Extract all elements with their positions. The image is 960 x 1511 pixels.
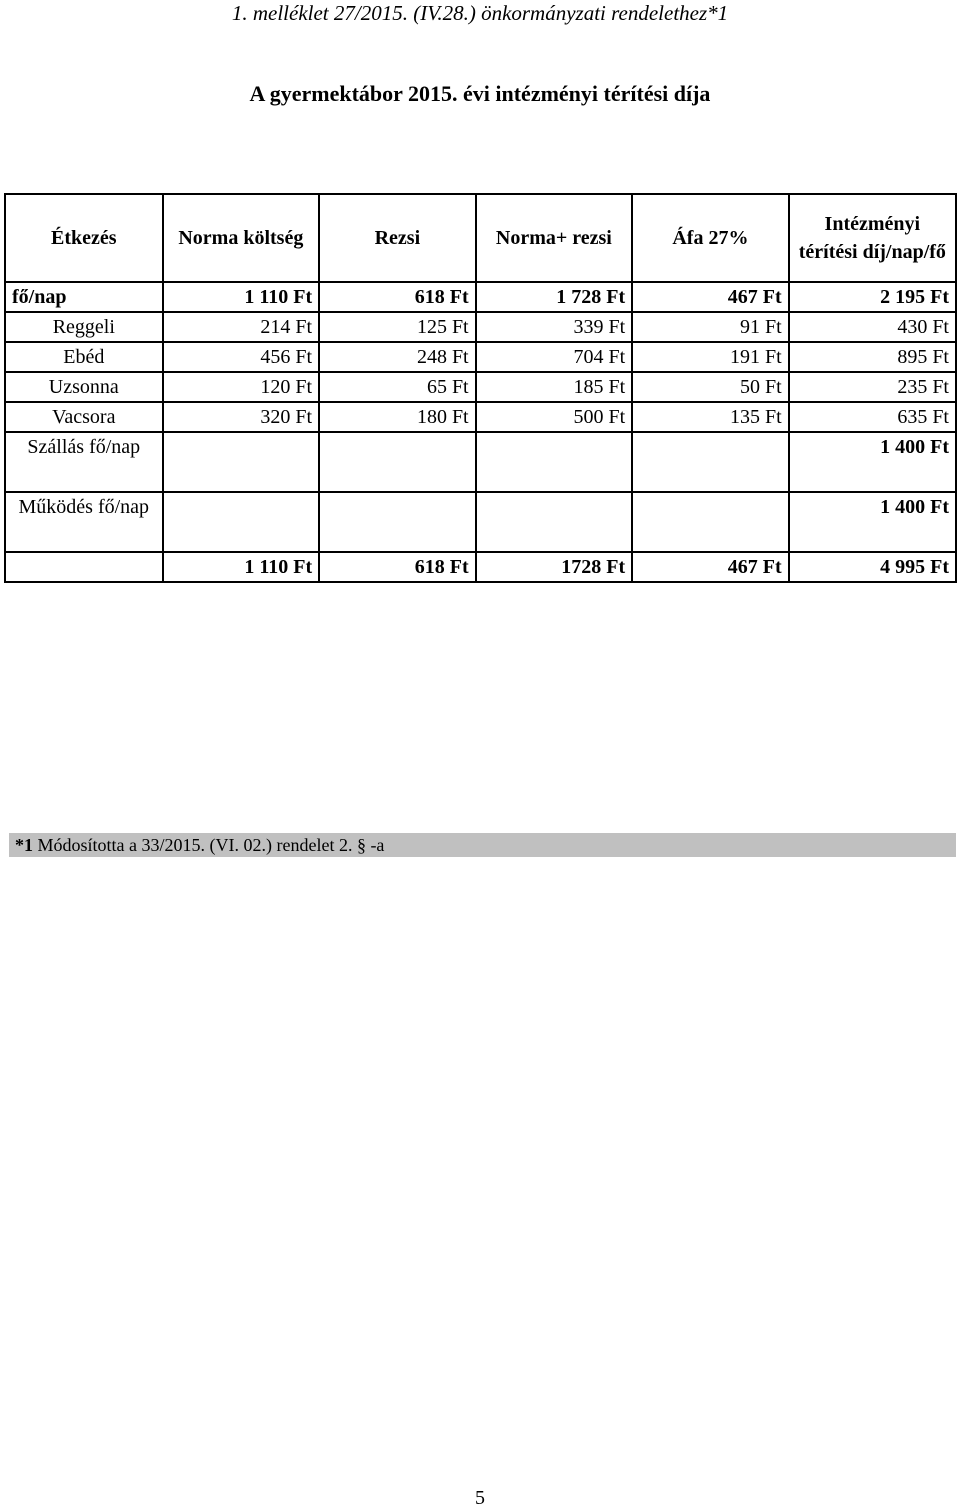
header-norma-koltseg: Norma költség (163, 194, 320, 282)
footnote-marker: *1 (15, 835, 33, 855)
table-cell: 65 Ft (319, 372, 476, 402)
table-cell: 214 Ft (163, 312, 320, 342)
summary-cell: 1 728 Ft (476, 282, 633, 312)
empty-cell (319, 492, 476, 552)
header-rezsi: Rezsi (319, 194, 476, 282)
mukodes-row (5, 492, 956, 552)
table-row (5, 312, 956, 342)
summary-cell: 467 Ft (632, 282, 789, 312)
table-cell: 135 Ft (632, 402, 789, 432)
table-cell: 339 Ft (476, 312, 633, 342)
table-cell: 248 Ft (319, 342, 476, 372)
total-label (5, 552, 163, 582)
szallas-row (5, 432, 956, 492)
header-norma-rezsi: Norma+ rezsi (476, 194, 633, 282)
mukodes-value: 1 400 Ft (789, 492, 956, 552)
total-row (5, 552, 956, 582)
row-label: Ebéd (5, 342, 163, 372)
header-afa: Áfa 27% (632, 194, 789, 282)
table-cell: 91 Ft (632, 312, 789, 342)
page-number: 5 (475, 1487, 485, 1509)
table-cell: 704 Ft (476, 342, 633, 372)
total-cell: 4 995 Ft (789, 552, 956, 582)
table-cell: 185 Ft (476, 372, 633, 402)
empty-cell (632, 432, 789, 492)
summary-label: fő/nap (5, 282, 163, 312)
szallas-value: 1 400 Ft (789, 432, 956, 492)
empty-cell (319, 432, 476, 492)
table-cell: 120 Ft (163, 372, 320, 402)
table-cell: 895 Ft (789, 342, 956, 372)
table-cell: 635 Ft (789, 402, 956, 432)
table-cell: 430 Ft (789, 312, 956, 342)
document-title: A gyermektábor 2015. évi intézményi térítési díja (249, 81, 711, 106)
table-cell: 50 Ft (632, 372, 789, 402)
table-cell: 235 Ft (789, 372, 956, 402)
fee-table (4, 193, 957, 583)
row-label: Uzsonna (5, 372, 163, 402)
empty-cell (476, 432, 633, 492)
szallas-label: Szállás fő/nap (5, 432, 163, 492)
header-note: 1. melléklet 27/2015. (IV.28.) önkormányzati rendelethez*1 (231, 1, 729, 25)
header-etkezes: Étkezés (5, 194, 163, 282)
empty-cell (163, 432, 320, 492)
row-label: Reggeli (5, 312, 163, 342)
table-cell: 320 Ft (163, 402, 320, 432)
summary-cell: 2 195 Ft (789, 282, 956, 312)
table-cell: 180 Ft (319, 402, 476, 432)
total-cell: 1728 Ft (476, 552, 633, 582)
total-cell: 1 110 Ft (163, 552, 320, 582)
total-cell: 618 Ft (319, 552, 476, 582)
table-row (5, 402, 956, 432)
summary-row (5, 282, 956, 312)
summary-cell: 1 110 Ft (163, 282, 320, 312)
table-cell: 456 Ft (163, 342, 320, 372)
mukodes-label: Működés fő/nap (5, 492, 163, 552)
footnote (9, 833, 956, 857)
empty-cell (163, 492, 320, 552)
summary-cell: 618 Ft (319, 282, 476, 312)
table-header-row (5, 194, 956, 282)
table-cell: 500 Ft (476, 402, 633, 432)
table-cell: 191 Ft (632, 342, 789, 372)
table-cell: 125 Ft (319, 312, 476, 342)
empty-cell (632, 492, 789, 552)
row-label: Vacsora (5, 402, 163, 432)
total-cell: 467 Ft (632, 552, 789, 582)
empty-cell (476, 492, 633, 552)
table-row (5, 372, 956, 402)
header-teritesi-dij: Intézményi térítési díj/nap/fő (789, 194, 956, 282)
table-row (5, 342, 956, 372)
footnote-text: Módosította a 33/2015. (VI. 02.) rendelet 2. § -a (33, 835, 385, 855)
